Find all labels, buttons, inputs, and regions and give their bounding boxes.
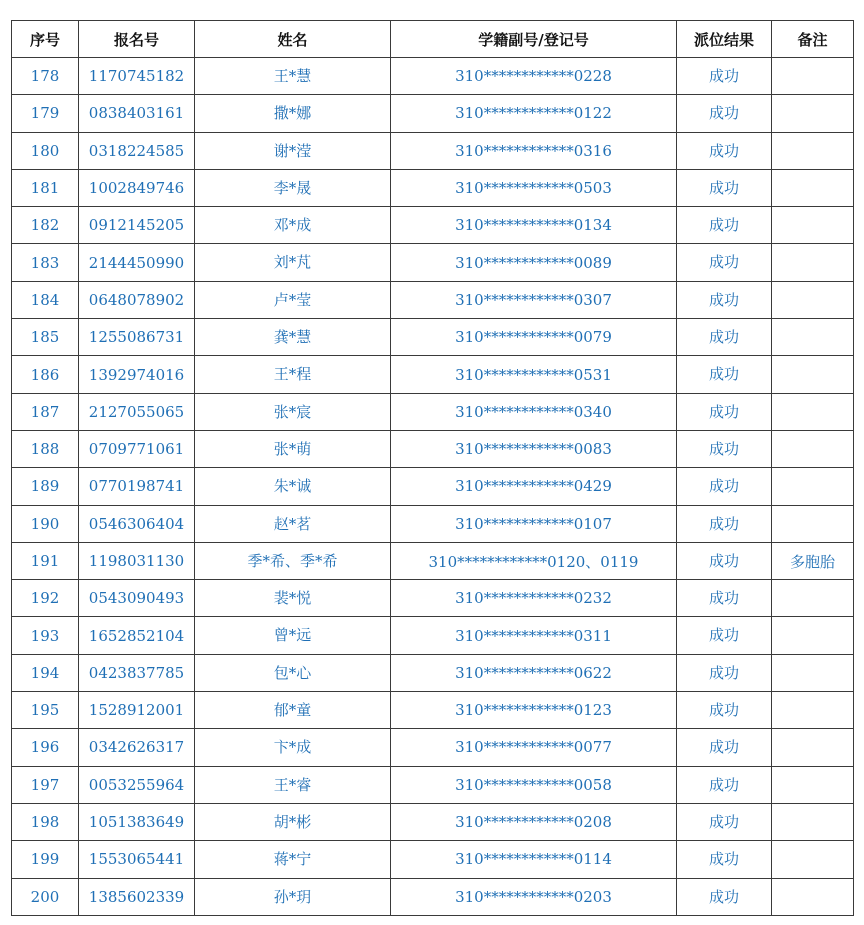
table-row — [12, 58, 854, 95]
cell-name: 王*睿 — [195, 766, 391, 803]
cell-reg-no: 1255086731 — [79, 319, 195, 356]
cell-seq: 199 — [12, 841, 79, 878]
cell-reg-no: 1051383649 — [79, 803, 195, 840]
table-row — [12, 841, 854, 878]
cell-reg-no: 0053255964 — [79, 766, 195, 803]
cell-seq: 188 — [12, 430, 79, 467]
cell-reg-no: 1170745182 — [79, 58, 195, 95]
cell-note — [772, 393, 854, 430]
cell-reg-no: 0912145205 — [79, 207, 195, 244]
table-row — [12, 281, 854, 318]
cell-name: 刘*芃 — [195, 244, 391, 281]
cell-name: 邓*成 — [195, 207, 391, 244]
table-row — [12, 617, 854, 654]
table-row — [12, 132, 854, 169]
cell-reg-no: 0546306404 — [79, 505, 195, 542]
cell-result: 成功 — [677, 95, 772, 132]
cell-result: 成功 — [677, 617, 772, 654]
cell-note — [772, 244, 854, 281]
cell-result: 成功 — [677, 580, 772, 617]
cell-seq: 198 — [12, 803, 79, 840]
cell-seq: 189 — [12, 468, 79, 505]
cell-seq: 182 — [12, 207, 79, 244]
cell-name: 蒋*宁 — [195, 841, 391, 878]
cell-student-id: 310************0079 — [391, 319, 677, 356]
cell-result: 成功 — [677, 542, 772, 579]
cell-result: 成功 — [677, 766, 772, 803]
table-row — [12, 430, 854, 467]
cell-note — [772, 468, 854, 505]
table-row — [12, 803, 854, 840]
cell-seq: 190 — [12, 505, 79, 542]
cell-note: 多胞胎 — [772, 542, 854, 579]
cell-student-id: 310************0107 — [391, 505, 677, 542]
cell-result: 成功 — [677, 468, 772, 505]
cell-student-id: 310************0203 — [391, 878, 677, 915]
cell-name: 李*晟 — [195, 169, 391, 206]
cell-name: 郁*童 — [195, 692, 391, 729]
table-row — [12, 766, 854, 803]
cell-reg-no: 0770198741 — [79, 468, 195, 505]
cell-note — [772, 356, 854, 393]
cell-note — [772, 430, 854, 467]
cell-student-id: 310************0134 — [391, 207, 677, 244]
cell-student-id: 310************0077 — [391, 729, 677, 766]
cell-seq: 187 — [12, 393, 79, 430]
cell-name: 卞*成 — [195, 729, 391, 766]
cell-student-id: 310************0114 — [391, 841, 677, 878]
cell-seq: 179 — [12, 95, 79, 132]
results-table-container — [11, 20, 854, 916]
cell-reg-no: 1528912001 — [79, 692, 195, 729]
cell-note — [772, 95, 854, 132]
cell-student-id: 310************0307 — [391, 281, 677, 318]
cell-name: 张*宸 — [195, 393, 391, 430]
cell-name: 季*希、季*希 — [195, 542, 391, 579]
cell-result: 成功 — [677, 841, 772, 878]
table-row — [12, 393, 854, 430]
cell-note — [772, 803, 854, 840]
cell-result: 成功 — [677, 356, 772, 393]
cell-result: 成功 — [677, 281, 772, 318]
cell-note — [772, 692, 854, 729]
cell-name: 张*萌 — [195, 430, 391, 467]
cell-note — [772, 654, 854, 691]
cell-name: 裴*悦 — [195, 580, 391, 617]
cell-reg-no: 0648078902 — [79, 281, 195, 318]
cell-seq: 191 — [12, 542, 79, 579]
cell-student-id: 310************0531 — [391, 356, 677, 393]
cell-name: 胡*彬 — [195, 803, 391, 840]
cell-reg-no: 1553065441 — [79, 841, 195, 878]
cell-student-id: 310************0208 — [391, 803, 677, 840]
cell-name: 包*心 — [195, 654, 391, 691]
cell-student-id: 310************0429 — [391, 468, 677, 505]
cell-student-id: 310************0228 — [391, 58, 677, 95]
header-row — [12, 21, 854, 58]
cell-note — [772, 617, 854, 654]
cell-name: 谢*滢 — [195, 132, 391, 169]
cell-reg-no: 1002849746 — [79, 169, 195, 206]
cell-result: 成功 — [677, 58, 772, 95]
table-row — [12, 244, 854, 281]
cell-result: 成功 — [677, 244, 772, 281]
cell-reg-no: 1385602339 — [79, 878, 195, 915]
cell-student-id: 310************0340 — [391, 393, 677, 430]
cell-seq: 200 — [12, 878, 79, 915]
cell-name: 孙*玥 — [195, 878, 391, 915]
cell-student-id: 310************0083 — [391, 430, 677, 467]
cell-note — [772, 580, 854, 617]
cell-result: 成功 — [677, 878, 772, 915]
cell-seq: 185 — [12, 319, 79, 356]
cell-name: 撒*娜 — [195, 95, 391, 132]
cell-name: 卢*莹 — [195, 281, 391, 318]
cell-reg-no: 2144450990 — [79, 244, 195, 281]
cell-reg-no: 2127055065 — [79, 393, 195, 430]
header-note: 备注 — [772, 21, 854, 58]
cell-seq: 194 — [12, 654, 79, 691]
cell-note — [772, 505, 854, 542]
table-row — [12, 505, 854, 542]
cell-reg-no: 1392974016 — [79, 356, 195, 393]
cell-note — [772, 207, 854, 244]
cell-result: 成功 — [677, 505, 772, 542]
cell-reg-no: 1198031130 — [79, 542, 195, 579]
cell-result: 成功 — [677, 132, 772, 169]
cell-note — [772, 58, 854, 95]
cell-note — [772, 132, 854, 169]
cell-result: 成功 — [677, 430, 772, 467]
cell-seq: 181 — [12, 169, 79, 206]
cell-note — [772, 766, 854, 803]
cell-seq: 183 — [12, 244, 79, 281]
table-row — [12, 468, 854, 505]
cell-seq: 184 — [12, 281, 79, 318]
cell-note — [772, 841, 854, 878]
cell-student-id: 310************0120、0119 — [391, 542, 677, 579]
results-table — [11, 20, 854, 916]
cell-note — [772, 878, 854, 915]
table-row — [12, 878, 854, 915]
table-row — [12, 169, 854, 206]
cell-result: 成功 — [677, 393, 772, 430]
cell-student-id: 310************0058 — [391, 766, 677, 803]
header-result: 派位结果 — [677, 21, 772, 58]
table-row — [12, 95, 854, 132]
cell-result: 成功 — [677, 803, 772, 840]
cell-student-id: 310************0089 — [391, 244, 677, 281]
cell-name: 赵*茗 — [195, 505, 391, 542]
cell-note — [772, 319, 854, 356]
cell-name: 王*程 — [195, 356, 391, 393]
table-row — [12, 692, 854, 729]
cell-student-id: 310************0622 — [391, 654, 677, 691]
table-row — [12, 207, 854, 244]
cell-seq: 196 — [12, 729, 79, 766]
cell-reg-no: 0318224585 — [79, 132, 195, 169]
cell-student-id: 310************0503 — [391, 169, 677, 206]
cell-student-id: 310************0316 — [391, 132, 677, 169]
table-row — [12, 319, 854, 356]
table-row — [12, 729, 854, 766]
header-student-id: 学籍副号/登记号 — [391, 21, 677, 58]
cell-student-id: 310************0311 — [391, 617, 677, 654]
cell-note — [772, 729, 854, 766]
table-row — [12, 542, 854, 579]
cell-name: 龚*慧 — [195, 319, 391, 356]
cell-reg-no: 0543090493 — [79, 580, 195, 617]
cell-result: 成功 — [677, 692, 772, 729]
cell-reg-no: 0838403161 — [79, 95, 195, 132]
cell-seq: 195 — [12, 692, 79, 729]
cell-result: 成功 — [677, 207, 772, 244]
cell-result: 成功 — [677, 319, 772, 356]
table-body — [12, 58, 854, 916]
cell-seq: 178 — [12, 58, 79, 95]
cell-reg-no: 0709771061 — [79, 430, 195, 467]
table-row — [12, 356, 854, 393]
cell-note — [772, 169, 854, 206]
header-reg-no: 报名号 — [79, 21, 195, 58]
cell-seq: 186 — [12, 356, 79, 393]
cell-name: 曾*远 — [195, 617, 391, 654]
cell-seq: 197 — [12, 766, 79, 803]
cell-note — [772, 281, 854, 318]
cell-seq: 193 — [12, 617, 79, 654]
cell-reg-no: 1652852104 — [79, 617, 195, 654]
cell-seq: 180 — [12, 132, 79, 169]
cell-name: 王*慧 — [195, 58, 391, 95]
table-row — [12, 654, 854, 691]
cell-student-id: 310************0122 — [391, 95, 677, 132]
cell-student-id: 310************0232 — [391, 580, 677, 617]
cell-result: 成功 — [677, 729, 772, 766]
cell-name: 朱*诚 — [195, 468, 391, 505]
cell-result: 成功 — [677, 169, 772, 206]
header-name: 姓名 — [195, 21, 391, 58]
cell-result: 成功 — [677, 654, 772, 691]
cell-seq: 192 — [12, 580, 79, 617]
cell-reg-no: 0423837785 — [79, 654, 195, 691]
header-seq: 序号 — [12, 21, 79, 58]
table-row — [12, 580, 854, 617]
cell-student-id: 310************0123 — [391, 692, 677, 729]
cell-reg-no: 0342626317 — [79, 729, 195, 766]
